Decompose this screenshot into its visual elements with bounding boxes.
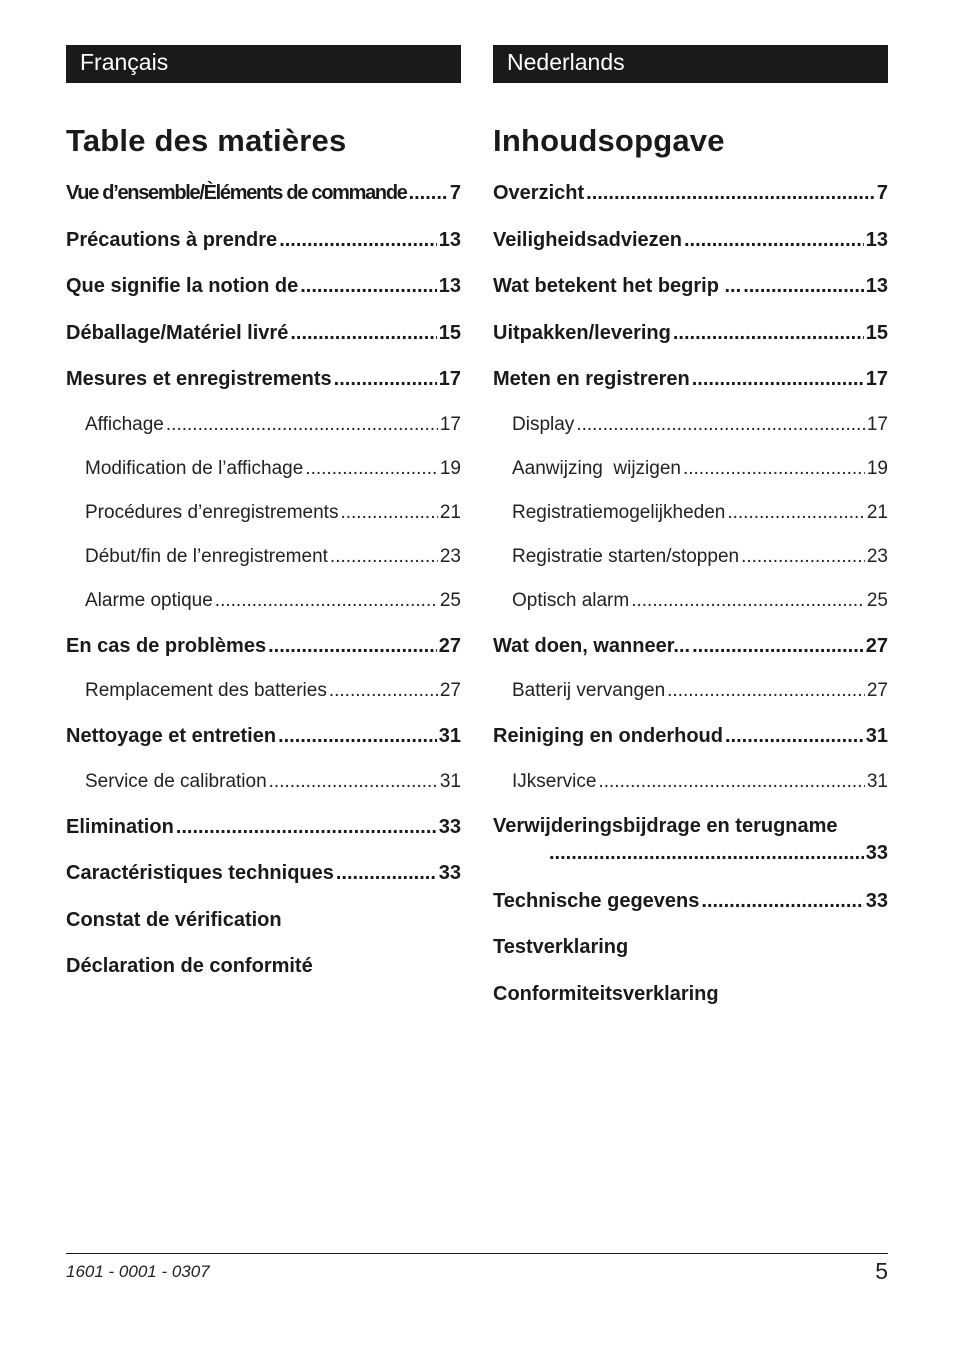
toc-entry[interactable] (66, 365, 461, 412)
toc-entry-label: Verwijderingsbijdrage en terugname (493, 814, 838, 837)
toc-entry-label: Modification de l’affichage (85, 457, 304, 479)
toc-entry[interactable] (493, 365, 888, 412)
dot-leader (279, 226, 437, 254)
toc-entry-label: Que signifie la notion de (66, 275, 299, 297)
toc-entry-label: Mesures et enregistrements (66, 368, 332, 390)
toc-entry-label: Constat de vérification (66, 908, 282, 931)
toc-entry[interactable] (66, 272, 461, 319)
dot-leader (330, 544, 438, 570)
dutch-column (493, 45, 888, 1026)
toc-subentry[interactable] (493, 769, 888, 813)
toc-entry-label: IJkservice (512, 770, 597, 792)
toc-entry-label: Déballage/Matériel livré (66, 321, 289, 344)
dot-leader (576, 412, 865, 438)
dot-leader (166, 412, 438, 438)
toc-entry-page: 27 (866, 680, 888, 701)
toc-entry[interactable] (493, 722, 888, 769)
language-header-french: Français (66, 45, 461, 83)
toc-entry-page: 27 (865, 634, 888, 657)
dot-leader (667, 678, 865, 704)
dot-leader (727, 500, 865, 526)
toc-entry-page: 33 (865, 889, 888, 912)
toc-entry-label: Wat doen, wanneer... (493, 634, 691, 657)
toc-entry[interactable] (493, 319, 888, 366)
toc-entry-page: 17 (865, 368, 888, 390)
toc-entry-label: Registratiemogelijkheden (512, 501, 726, 523)
toc-entry-label: Début/fin de l’enregistrement (85, 545, 328, 567)
toc-entry-page: 21 (439, 501, 461, 523)
dot-leader (329, 678, 438, 704)
toc-entry-page: 15 (438, 321, 461, 344)
dot-leader (549, 840, 864, 867)
dot-leader (701, 887, 863, 915)
toc-entry-page: 27 (439, 680, 461, 701)
toc-entry-page: 13 (865, 275, 888, 297)
toc-entry[interactable] (493, 980, 888, 1027)
toc-french (66, 179, 461, 999)
toc-subentry[interactable] (493, 588, 888, 632)
toc-entry[interactable] (493, 272, 888, 319)
toc-entry[interactable] (66, 859, 461, 906)
toc-subentry[interactable] (66, 769, 461, 813)
toc-entry-page: 33 (438, 862, 461, 884)
dot-leader (340, 500, 437, 526)
toc-entry[interactable] (493, 226, 888, 273)
toc-entry-label: Display (512, 413, 575, 435)
toc-subentry[interactable] (66, 456, 461, 500)
toc-subentry[interactable] (66, 412, 461, 456)
page-title-dutch: Inhoudsopgave (493, 123, 725, 158)
toc-entry-label: Technische gegevens (493, 889, 700, 912)
dot-leader (336, 859, 437, 887)
toc-entry[interactable] (66, 722, 461, 769)
toc-entry[interactable] (66, 179, 461, 226)
dot-leader (598, 769, 864, 795)
toc-entry[interactable] (66, 906, 461, 953)
toc-entry-page: 17 (439, 413, 461, 435)
toc-dutch (493, 179, 888, 1026)
dot-leader (741, 544, 865, 570)
toc-subentry[interactable] (66, 544, 461, 588)
toc-entry[interactable] (493, 813, 888, 887)
dot-leader (725, 722, 864, 750)
dot-leader (684, 226, 864, 254)
dot-leader (215, 588, 438, 614)
toc-entry-page: 7 (876, 182, 888, 204)
dot-leader (290, 319, 436, 347)
toc-entry-label: En cas de problèmes (66, 634, 267, 657)
toc-entry-page: 19 (866, 457, 888, 479)
toc-entry-page: 13 (865, 228, 888, 251)
toc-subentry[interactable] (493, 456, 888, 500)
dot-leader (631, 588, 865, 614)
toc-entry-label: Procédures d’enregistrements (85, 501, 339, 523)
toc-entry[interactable] (493, 933, 888, 980)
toc-entry-label: Aanwijzing wijzigen (512, 457, 681, 479)
toc-entry-page: 31 (866, 770, 888, 792)
toc-entry-label: Déclaration de conformité (66, 955, 313, 977)
toc-entry[interactable] (66, 813, 461, 860)
dot-leader (278, 722, 437, 750)
toc-entry-label: Remplacement des batteries (85, 680, 327, 701)
toc-entry-page: 31 (439, 770, 461, 792)
toc-entry-page: 17 (866, 413, 888, 435)
toc-entry-label: Elimination (66, 815, 174, 838)
toc-subentry[interactable] (493, 412, 888, 456)
toc-entry-label: Overzicht (493, 182, 585, 204)
toc-entry-page: 31 (438, 725, 461, 747)
toc-entry-page: 25 (866, 589, 888, 611)
dot-leader (268, 632, 437, 660)
footer-divider (66, 1253, 888, 1254)
toc-entry-page: 23 (439, 545, 461, 567)
toc-entry-page: 13 (438, 228, 461, 251)
toc-entry-page: 25 (439, 589, 461, 611)
toc-entry-page: 19 (439, 457, 461, 479)
dot-leader (176, 813, 437, 841)
toc-entry-label: Registratie starten/stoppen (512, 545, 740, 567)
dot-leader (409, 179, 448, 207)
toc-entry-label: Batterij vervangen (512, 680, 666, 701)
toc-subentry[interactable] (66, 678, 461, 722)
toc-entry-label: Conformiteitsverklaring (493, 982, 719, 1005)
language-header-dutch: Nederlands (493, 45, 888, 83)
page-number: 5 (875, 1258, 888, 1284)
toc-entry-label: Uitpakken/levering (493, 321, 671, 344)
dot-leader (269, 769, 438, 795)
toc-subentry[interactable] (493, 544, 888, 588)
toc-entry-leader-line (493, 840, 888, 867)
dot-leader (683, 456, 865, 482)
toc-entry-label: Affichage (85, 413, 164, 435)
dot-leader (305, 456, 438, 482)
toc-entry[interactable] (493, 632, 888, 679)
toc-entry-label: Vue d’ensemble/Èléments de commande (66, 182, 407, 204)
toc-entry-label: Précautions à prendre (66, 228, 278, 251)
toc-entry-page: 33 (865, 841, 888, 864)
toc-entry-label: Nettoyage et entretien (66, 725, 277, 747)
dot-leader (692, 365, 864, 393)
toc-subentry[interactable] (493, 500, 888, 544)
toc-entry-page: 15 (865, 321, 888, 344)
toc-entry-page: 7 (449, 182, 461, 204)
toc-entry-page: 21 (866, 501, 888, 523)
toc-entry-label: Wat betekent het begrip ... (493, 275, 742, 297)
toc-entry[interactable] (66, 319, 461, 366)
toc-entry-label: Veiligheidsadviezen (493, 228, 682, 251)
toc-entry-page: 13 (438, 275, 461, 297)
toc-entry[interactable] (66, 632, 461, 679)
dot-leader (673, 319, 864, 347)
toc-entry-page: 23 (866, 545, 888, 567)
toc-entry[interactable] (66, 952, 461, 999)
toc-subentry[interactable] (66, 588, 461, 632)
toc-subentry[interactable] (66, 500, 461, 544)
dot-leader (586, 179, 875, 207)
toc-entry-label: Reiniging en onderhoud (493, 725, 723, 747)
toc-entry-label: Service de calibration (85, 770, 267, 792)
dot-leader (334, 365, 437, 393)
toc-entry-page: 27 (438, 634, 461, 657)
document-code: 1601 - 0001 - 0307 (66, 1262, 210, 1281)
toc-entry-label: Testverklaring (493, 936, 629, 958)
dot-leader (300, 272, 437, 300)
toc-entry-label: Meten en registreren (493, 368, 690, 390)
toc-entry-label: Caractéristiques techniques (66, 862, 334, 884)
toc-entry-page: 17 (438, 368, 461, 390)
toc-entry-label: Alarme optique (85, 589, 213, 611)
toc-entry-page: 33 (438, 815, 461, 838)
toc-entry[interactable] (493, 179, 888, 226)
toc-entry-label: Optisch alarm (512, 589, 630, 611)
toc-subentry[interactable] (493, 678, 888, 722)
dot-leader (743, 272, 864, 300)
toc-entry[interactable] (66, 226, 461, 273)
page-title-french: Table des matières (66, 123, 347, 158)
toc-entry[interactable] (493, 887, 888, 934)
toc-entry-page: 31 (865, 725, 888, 747)
dot-leader (692, 632, 864, 660)
french-column (66, 45, 461, 999)
